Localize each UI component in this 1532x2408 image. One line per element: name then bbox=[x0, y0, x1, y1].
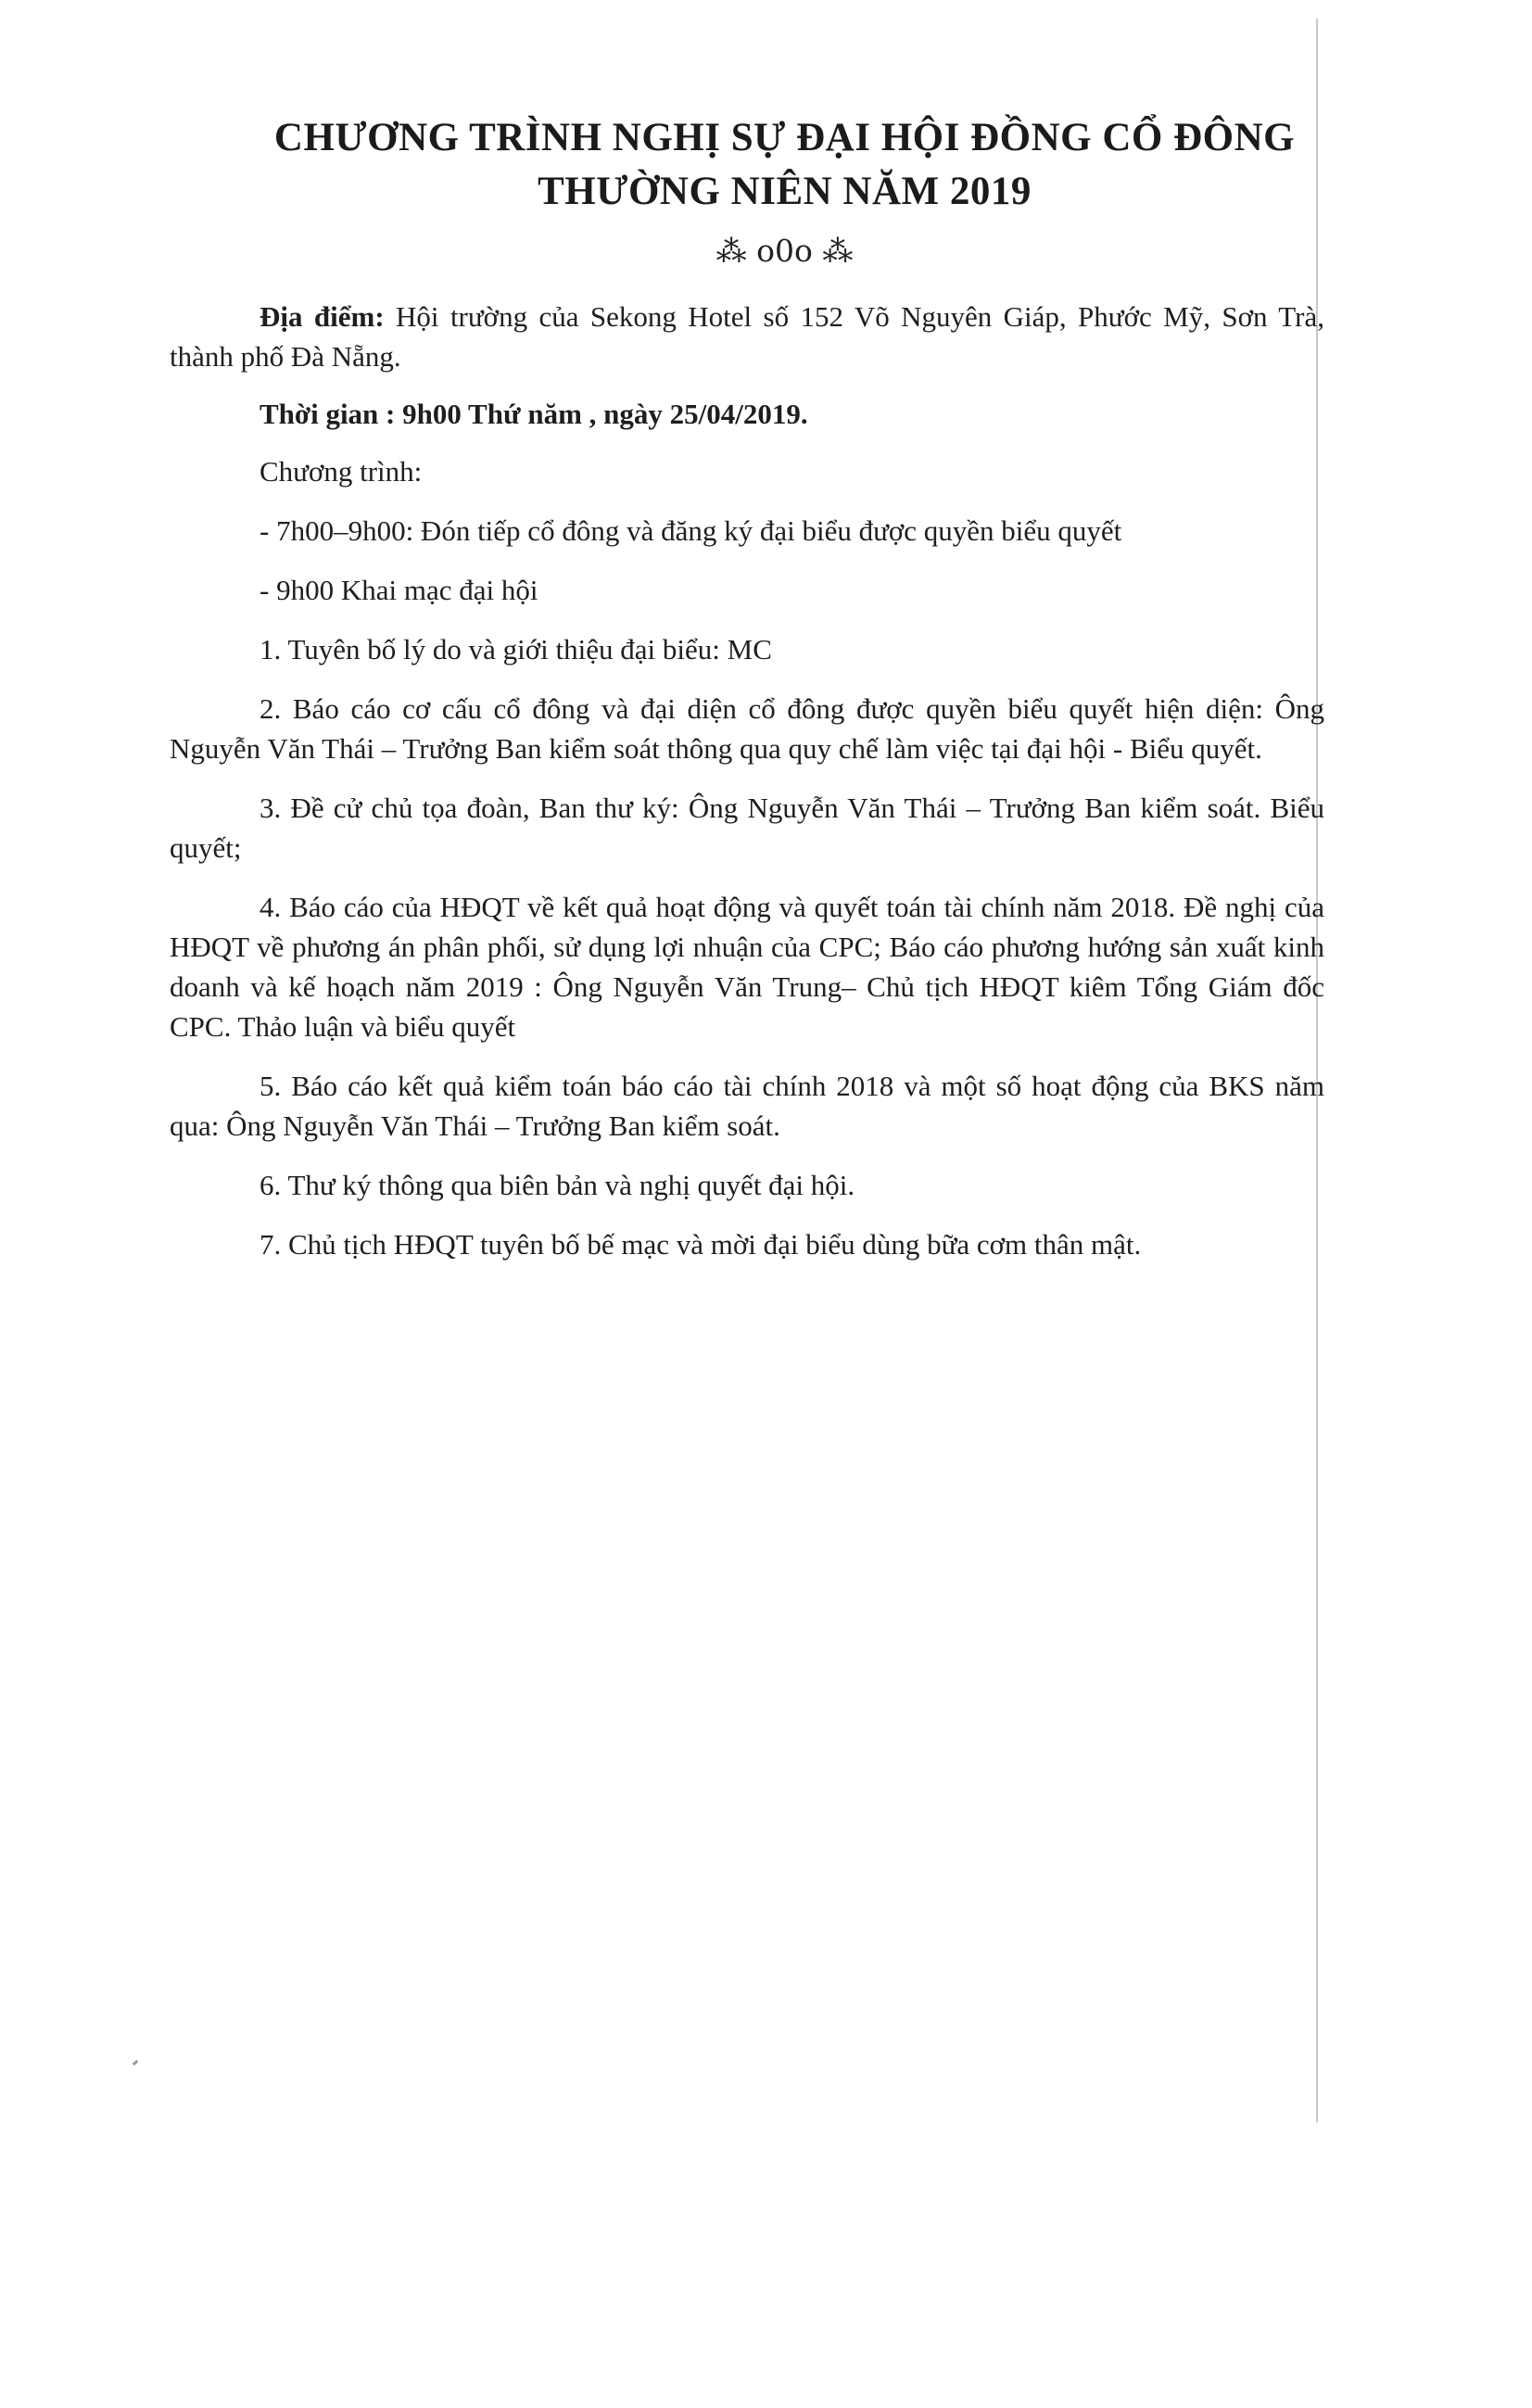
agenda-item: 7. Chủ tịch HĐQT tuyên bố bế mạc và mời đại biểu dùng bữa cơm thân mật. bbox=[260, 1228, 1142, 1261]
agenda-item: 1. Tuyên bố lý do và giới thiệu đại biểu: MC bbox=[260, 633, 772, 665]
agenda-item: 2. Báo cáo cơ cấu cổ đông và đại diện cổ đông được quyền biểu quyết hiện diện: Ông Nguyễn Văn Thái – Trưởng Ban kiểm soát thông qua quy chế làm việc tại đại hội - Biểu quyết. bbox=[170, 692, 1324, 765]
agenda-item: - 7h00–9h00: Đón tiếp cổ đông và đăng ký đại biểu được quyền biểu quyết bbox=[260, 514, 1122, 547]
agenda-item: - 9h00 Khai mạc đại hội bbox=[260, 574, 538, 606]
title-line-1: CHƯƠNG TRÌNH NGHỊ SỰ ĐẠI HỘI ĐỒNG CỔ ĐÔNG bbox=[273, 116, 1296, 159]
location-text: Hội trường của Sekong Hotel số 152 Võ Nguyên Giáp, Phước Mỹ, Sơn Trà, thành phố Đà Nẵng. bbox=[170, 300, 1324, 373]
agenda-item: 3. Đề cử chủ tọa đoàn, Ban thư ký: Ông Nguyễn Văn Thái – Trưởng Ban kiểm soát. Biểu quyết; bbox=[170, 792, 1324, 864]
agenda-item: 4. Báo cáo của HĐQT về kết quả hoạt động và quyết toán tài chính năm 2018. Đề nghị của HĐQT về phương án phân phối, sử dụng lợi nhuận của CPC; Báo cáo phương hướng sản xuất kinh doanh và kế hoạch năm 2019 : Ông Nguyễn Văn Trung– Chủ tịch HĐQT kiêm Tổng Giám đốc CPC. Thảo luận và biểu quyết bbox=[170, 891, 1324, 1043]
agenda-item: 6. Thư ký thông qua biên bản và nghị quyết đại hội. bbox=[260, 1169, 855, 1201]
ornament-divider: ⁂ o0o ⁂ bbox=[715, 233, 854, 269]
agenda-item: 5. Báo cáo kết quả kiểm toán báo cáo tài chính 2018 và một số hoạt động của BKS năm qua: Ông Nguyễn Văn Thái – Trưởng Ban kiểm soát. bbox=[170, 1070, 1324, 1142]
document-header bbox=[0, 111, 1532, 276]
location-label: Địa điểm: bbox=[260, 300, 385, 333]
document-body bbox=[170, 297, 1324, 1284]
location-paragraph bbox=[170, 297, 1324, 376]
program-label: Chương trình: bbox=[260, 455, 423, 488]
time-line: Thời gian : 9h00 Thứ năm , ngày 25/04/2019. bbox=[260, 398, 808, 430]
scan-speck bbox=[133, 2059, 139, 2065]
title-line-2: THƯỜNG NIÊN NĂM 2019 bbox=[538, 170, 1032, 213]
